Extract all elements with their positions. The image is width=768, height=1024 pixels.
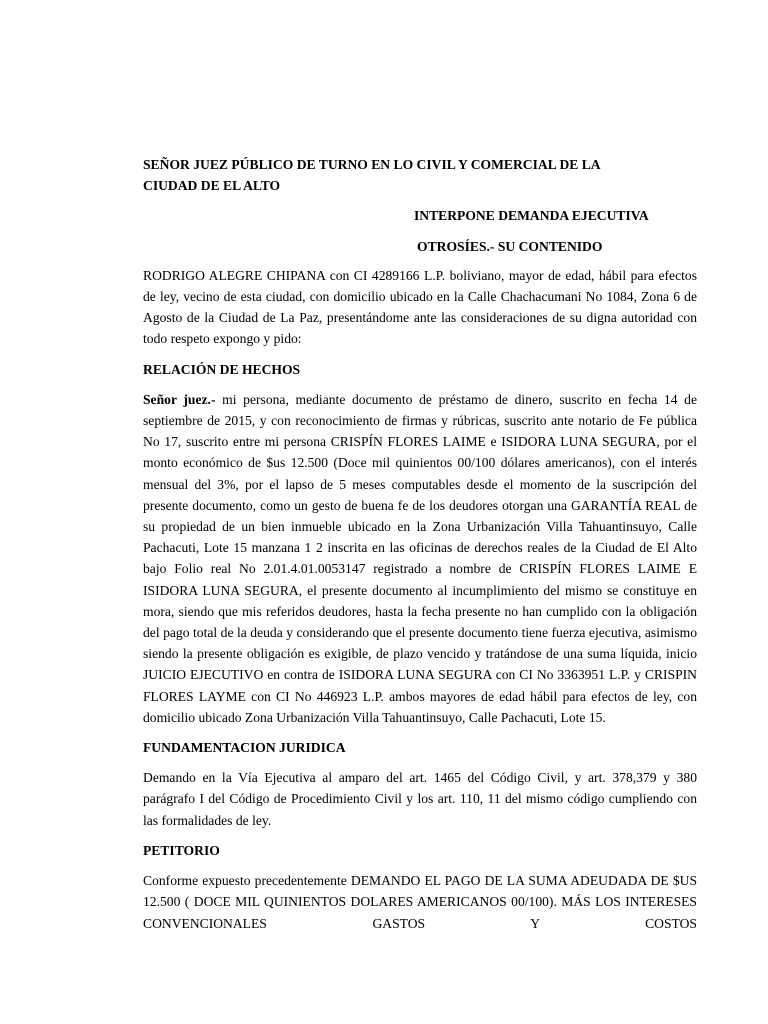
section-heading-petitorio: PETITORIO <box>143 842 220 858</box>
facts-paragraph <box>143 389 697 728</box>
section-heading-fundamentacion-juridica: FUNDAMENTACION JURIDICA <box>143 740 346 756</box>
document-title-line1: SEÑOR JUEZ PÚBLICO DE TURNO EN LO CIVIL Y COMERCIAL DE LA <box>143 157 601 172</box>
legal-basis-paragraph: Demando en la Vía Ejecutiva al amparo del art. 1465 del Código Civil, y art. 378,379 y 380 parágrafo I del Código de Procedimiento Civil y los art. 110, 11 del mismo código cumpliendo con las formalidades de ley. <box>143 770 697 828</box>
document-body <box>143 154 697 934</box>
section-heading-relacion-de-hechos: RELACIÓN DE HECHOS <box>143 361 301 377</box>
document-otrosies: OTROSÍES.- SU CONTENIDO <box>417 238 603 254</box>
facts-lead: Señor juez.- <box>143 391 216 407</box>
intro-paragraph: RODRIGO ALEGRE CHIPANA con CI 4289166 L.P. boliviano, mayor de edad, hábil para efectos de ley, vecino de esta ciudad, con domicilio ubicado en la Calle Chachacumani No 1084, Zona 6 de Agosto de la Ciudad de La Paz, presentándome ante las consideraciones de su digna autoridad con todo respeto expongo y pido: <box>143 267 697 347</box>
document-title-line2: CIUDAD DE EL ALTO <box>143 178 281 194</box>
facts-body: mi persona, mediante documento de préstamo de dinero, suscrito en fecha 14 de septiembre de 2015, y con reconocimiento de firmas y rúbricas, suscrito ante notario de Fe pública No 17, suscrito entre mi persona CRISPÍN FLORES LAIME e ISIDORA LUNA SEGURA, por el monto económico de $us 12.500 (Doce mil quinientos 00/100 dólares americanos), con el interés mensual del 3%, por el lapso de 5 meses computables desde el momento de la suscripción del presente documento, como un gesto de buena fe de los deudores otorgan una GARANTÍA REAL de su propiedad de un bien inmueble ubicado en la Zona Urbanización Villa Tahuantinsuyo, Calle Pachacuti, Lote 15 manzana 1 2 inscrita en las oficinas de derechos reales de la Ciudad de El Alto bajo Folio real No 2.01.4.01.0053147 registrado a nombre de CRISPÍN FLORES LAIME E ISIDORA LUNA SEGURA, el presente documento al incumplimiento del mismo se constituye en mora, siendo que mis referidos deudores, hasta la fecha presente no han cumplido con la obligación del pago total de la deuda y considerando que el presente documento tiene fuerza ejecutiva, asimismo siendo la presente obligación es exigible, de plazo vencido y tratándose de una suma líquida, inicio JUICIO EJECUTIVO en contra de ISIDORA LUNA SEGURA con CI No 3363951 L.P. y CRISPIN FLORES LAYME con CI No 446923 L.P. ambos mayores de edad hábil para efectos de ley, con domicilio ubicado Zona Urbanización Villa Tahuantinsuyo, Calle Pachacuti, Lote 15. <box>143 391 698 725</box>
document-subject: INTERPONE DEMANDA EJECUTIVA <box>414 208 649 224</box>
petition-paragraph: Conforme expuesto precedentemente DEMANDO EL PAGO DE LA SUMA ADEUDADA DE $US 12.500 ( DOCE MIL QUINIENTOS DOLARES AMERICANOS 00/100). MÁS LOS INTERESES CONVENCIONALES GASTOS Y COSTOS <box>143 873 697 931</box>
